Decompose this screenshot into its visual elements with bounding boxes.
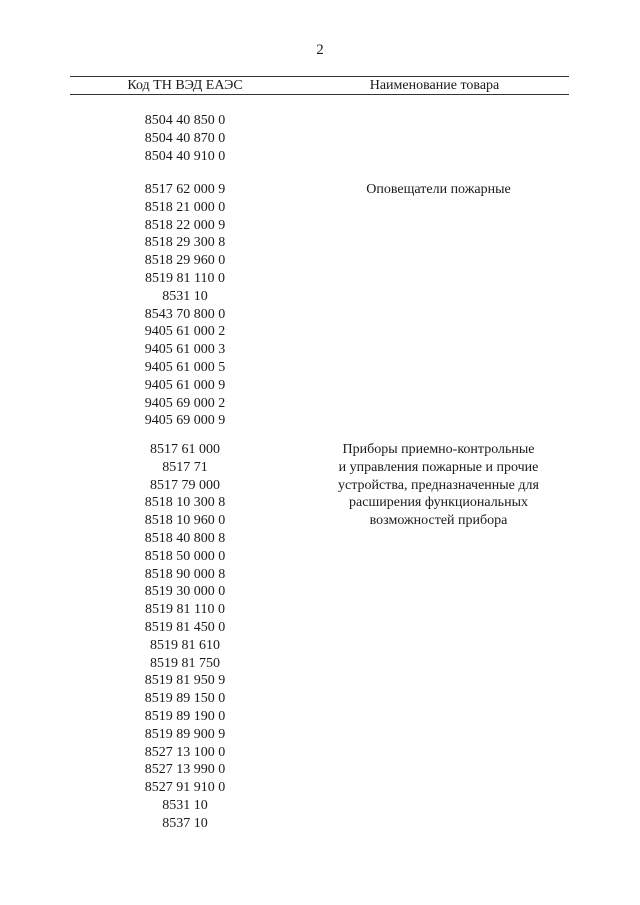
tnved-code: 8504 40 870 0 (144, 130, 226, 146)
tnved-code: 8527 13 990 0 (144, 762, 226, 778)
table-header-rule (70, 94, 569, 95)
tnved-code: 8519 81 750 (150, 655, 220, 671)
tnved-code: 8519 89 900 9 (144, 726, 226, 742)
product-name-line: возможностей прибора (369, 513, 508, 529)
tnved-code: 8517 62 000 9 (144, 182, 226, 197)
tnved-code: 8519 89 150 0 (144, 691, 226, 707)
tnved-code: 8519 81 950 9 (144, 673, 226, 689)
tnved-code: 8531 10 (162, 288, 208, 304)
tnved-code: 8519 81 450 0 (144, 619, 226, 635)
tnved-code: 9405 69 000 9 (144, 413, 226, 429)
product-name-line: Оповещатели пожарные (366, 182, 511, 197)
tnved-code: 8518 29 300 8 (144, 235, 226, 251)
tnved-code: 8531 10 (162, 797, 208, 813)
tnved-code: 8504 40 910 0 (144, 148, 226, 164)
tnved-code: 8517 61 000 (150, 442, 220, 457)
code-list (70, 112, 300, 165)
tnved-code: 8537 10 (162, 815, 208, 831)
tnved-code: 8518 40 800 8 (144, 530, 226, 546)
code-list (70, 181, 300, 430)
tnved-code: 9405 61 000 3 (144, 342, 226, 358)
tnved-code: 8518 10 960 0 (144, 513, 226, 529)
tnved-code: 8527 13 100 0 (144, 744, 226, 760)
product-name-line: и управления пожарные и прочие (338, 459, 539, 475)
tnved-code: 8543 70 800 0 (144, 306, 226, 322)
tnved-code: 9405 61 000 9 (144, 377, 226, 393)
tnved-code: 8518 50 000 0 (144, 548, 226, 564)
product-name-line: Приборы приемно-контрольные (342, 442, 535, 457)
tnved-code: 9405 69 000 2 (144, 395, 226, 411)
header-code: Код ТН ВЭД ЕАЭС (127, 78, 243, 93)
tnved-code: 8518 22 000 9 (144, 217, 226, 233)
tnved-code: 9405 61 000 2 (144, 324, 226, 340)
tnved-code: 8517 71 (162, 459, 208, 475)
tnved-code: 8519 89 190 0 (144, 708, 226, 724)
page-number: 2 (316, 42, 324, 58)
product-name (300, 112, 569, 165)
tnved-code: 8519 30 000 0 (144, 584, 226, 600)
product-name (300, 181, 569, 430)
table-group (70, 441, 569, 833)
product-name-line: устройства, предназначенные для (338, 477, 539, 493)
tnved-code: 8519 81 110 0 (145, 270, 225, 286)
table-header (70, 77, 569, 94)
code-list (70, 441, 300, 833)
header-name: Наименование товара (369, 78, 500, 93)
product-name (300, 441, 569, 833)
tnved-code: 8518 29 960 0 (144, 253, 226, 269)
tnved-code: 9405 61 000 5 (144, 359, 226, 375)
tnved-code: 8518 21 000 0 (144, 199, 226, 215)
table-group (70, 112, 569, 165)
tnved-code: 8519 81 610 (150, 637, 220, 653)
tnved-code: 8504 40 850 0 (144, 113, 226, 128)
table-group (70, 181, 569, 430)
tnved-code: 8518 90 000 8 (144, 566, 226, 582)
tnved-code: 8527 91 910 0 (144, 780, 226, 796)
product-name-line: расширения функциональных (349, 495, 528, 511)
tnved-code: 8517 79 000 (150, 477, 220, 493)
tnved-code: 8518 10 300 8 (144, 495, 226, 511)
tnved-code: 8519 81 110 0 (145, 602, 225, 618)
